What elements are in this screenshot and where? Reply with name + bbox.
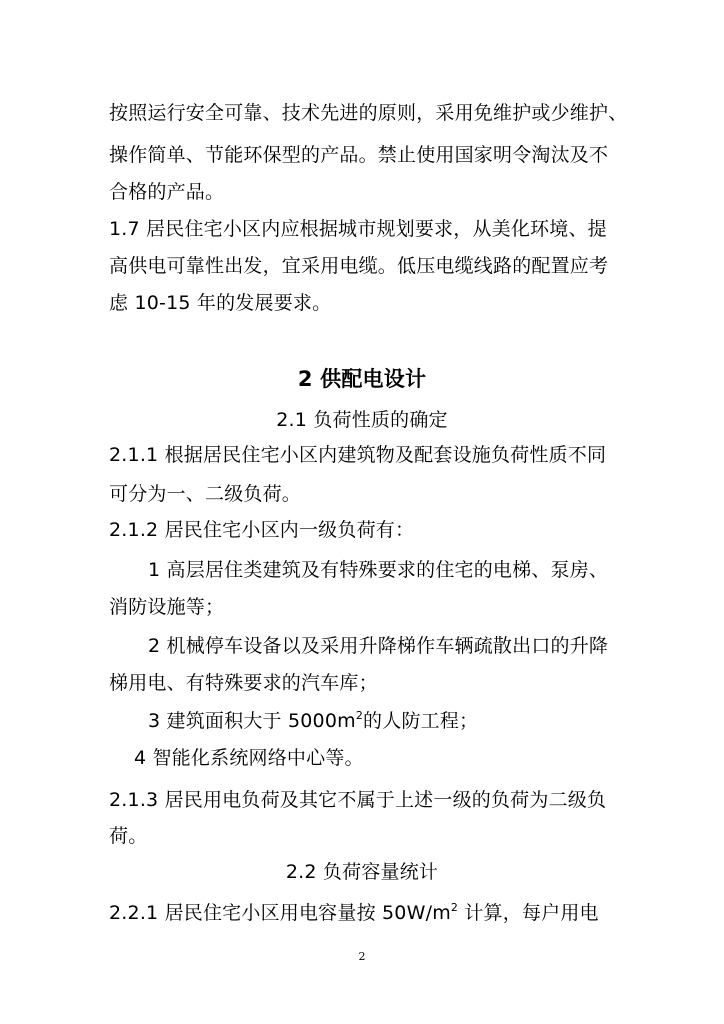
paragraph-line: 高供电可靠性出发，宜采用电缆。低压电缆线路的配置应考 [109,255,609,277]
paragraph-line: 2.1.2 居民住宅小区内一级负荷有： [109,519,415,541]
paragraph-line: 操作简单、节能环保型的产品。禁止使用国家明令淘汰及不 [109,144,609,166]
list-item: 2 机械停车设备以及采用升降梯作车辆疏散出口的升降 [148,635,609,657]
subsection-heading: 2.2 负荷容量统计 [285,861,439,883]
paragraph-line: 合格的产品。 [109,181,225,203]
paragraph-line: 1.7 居民住宅小区内应根据城市规划要求，从美化环境、提 [109,218,607,240]
paragraph-line: 虑 10-15 年的发展要求。 [109,292,332,314]
section-heading: 2 供配电设计 [297,367,427,391]
paragraph-line: 可分为一、二级负荷。 [109,483,302,505]
superscript: 2 [450,901,459,914]
list-item-text: 3 建筑面积大于 5000m [148,710,356,732]
paragraph-text: 计算，每户用电 [458,902,599,924]
subsection-heading: 2.1 负荷性质的确定 [276,409,448,431]
paragraph-line: 2.1.3 居民用电负荷及其它不属于上述一级的负荷为二级负 [109,789,607,811]
superscript: 2 [355,709,364,722]
paragraph-line: 消防设施等； [109,596,225,618]
list-item: 1 高层居住类建筑及有特殊要求的住宅的电梯、泵房、 [148,559,609,581]
list-item [148,709,478,733]
paragraph-line: 2.1.1 根据居民住宅小区内建筑物及配套设施负荷性质不同 [109,444,607,466]
page-number: 2 [358,950,366,963]
paragraph-line: 按照运行安全可靠、技术先进的原则，采用免维护或少维护、 [109,102,628,124]
paragraph-line: 荷。 [109,825,148,847]
paragraph-line [109,901,599,925]
paragraph-text: 2.2.1 居民住宅小区用电容量按 50W/m [109,902,451,924]
list-item: 4 智能化系统网络中心等。 [134,747,364,769]
list-item-text: 的人防工程； [363,710,479,732]
paragraph-line: 梯用电、有特殊要求的汽车库； [109,672,378,694]
